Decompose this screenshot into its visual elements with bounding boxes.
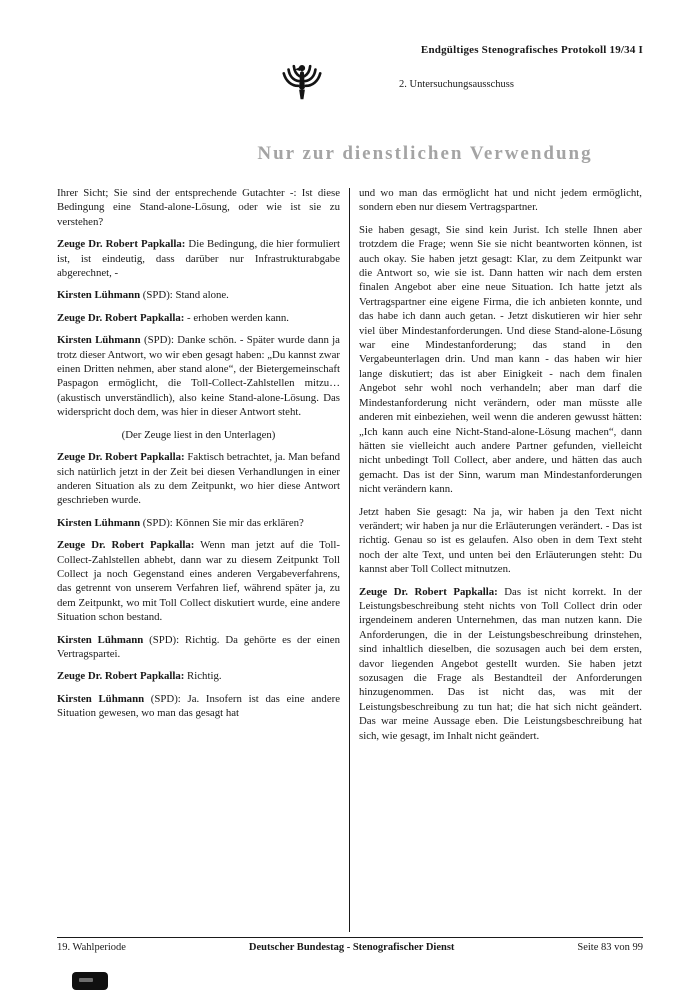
- speaker-name: Kirsten Lühmann: [57, 334, 141, 347]
- speech-text: Das ist nicht korrekt. In der Leistungsbeschreibung steht nichts von Toll Collect drin oder irgendeinem anderen Unternehmen, das man nutzen kann. Die Anforderungen, die in der Leistungsbeschreibung drinstehen, sind inhaltlich dieselben, die sozusagen auch bei dem ersten, davor liegenden Angebot gestellt wurden. Sie haben jetzt sozusagen die Frage als Bestandteil der Anforderungen hinzugenommen. Das ist nicht das, was mit der Leistungsbeschreibung zu tun hat; die hat sich nicht geändert. Das war meine Aussage eben. Die Leistungsbeschreibung hat sich, wie gesagt, im Inhalt nicht geändert.: [359, 585, 643, 742]
- transcript-paragraph: [57, 450, 340, 508]
- speaker-name: Kirsten Lühmann: [57, 692, 145, 705]
- transcript-paragraph: [359, 186, 642, 215]
- transcript-body: [57, 186, 643, 934]
- footer-rule: [57, 937, 643, 938]
- speaker-name: Kirsten Lühmann: [57, 289, 141, 302]
- transcript-paragraph: [57, 237, 340, 280]
- speech-text: (SPD): Ja. Insofern ist das eine andere Situation gewesen, wo man das gesagt hat: [57, 692, 341, 720]
- speech-text: Sie haben gesagt, Sie sind kein Jurist. Ich stelle Ihnen aber trotzdem die Frage; wenn Sie sie nicht beantworten können, ist auch okay. Sie haben jetzt gesagt: Klar, zu dem Zeitpunkt war die Antwort so, wie sie ist. Dann hatten wir nach dem ersten finalen Angebot aber eine neue Situation. Ich hatte jetzt als Vertragspartner eine eigene Firma, die ich anbieten konnte, und das habe ich dann auch getan. - Jetzt diskutieren wir hier sehr viel über Mindestanforderungen. Und diese Stand-alone-Lösung war eine Mindestanforderung; das stand in den Vergabeunterlagen drin. Und man kann - das haben wir hier lange diskutiert; das ist aber Einigkeit - nach dem finalen Angebot sehr wohl noch verhandeln; aber man darf die Mindestanforderung nicht verändern, oder man müsste alle anderen mit einbeziehen, weil wenn die anderen gewusst hätten: „Ich kann auch eine Nicht-Stand-alone-Lösung machen“, dann hätten sie vielleicht auch andere Partner gefunden, vielleicht nicht unbedingt Toll Collect, aber andere, und hätten das auch gemacht. Das ist der Sinn, warum man Mindestanforderungen nicht verändern kann.: [359, 223, 642, 496]
- speech-text: Faktisch betrachtet, ja. Man befand sich natürlich jetzt in der Zeit bei diesen Verhandlungen in einer anderen Situation als zu dem Zeitpunkt, wo hier diese Antwort geschrieben wurde.: [57, 451, 341, 507]
- left-column: [57, 186, 340, 934]
- transcript-paragraph: [57, 669, 340, 683]
- speech-text: - erhoben werden kann.: [184, 311, 289, 324]
- speech-text: (Der Zeuge liest in den Unterlagen): [121, 428, 276, 441]
- transcript-paragraph: [57, 186, 340, 229]
- speech-text: (SPD): Danke schön. - Später wurde dann ja trotz dieser Antwort, wo wir eben gesagt haben: „Du kannst zwar einen Dritten nehmen, aber stand alone“, der Bietergemeinschaft Paspagon ermöglicht, die Toll-Collect-Zahlstellen mitzu… (akustisch unverständlich), also keine Stand-alone-Lösung. Das widerspricht doch dem, was hier in dieser Antwort steht.: [57, 334, 340, 419]
- transcript-paragraph: [359, 223, 642, 497]
- footer-legislative-period: 19. Wahlperiode: [57, 942, 126, 953]
- speech-text: Richtig.: [184, 670, 222, 683]
- footer-publisher: Deutscher Bundestag - Stenografischer Dienst: [248, 942, 455, 953]
- transcript-paragraph: [57, 692, 340, 721]
- right-column: [359, 186, 642, 934]
- transcript-paragraph: [57, 633, 340, 662]
- transcript-paragraph: [57, 311, 340, 325]
- speaker-name: Kirsten Lühmann: [57, 516, 141, 529]
- transcript-paragraph: [57, 516, 340, 530]
- footer: [57, 942, 643, 953]
- transcript-paragraph: [57, 288, 340, 302]
- speech-text: Wenn man jetzt auf die Toll-Collect-Zahlstellen abhebt, dann war zu diesem Zeitpunkt Toll Collect ja noch Gegenstand eines anderen Vergabeverfahrens, das getrennt von unserem Verfahren lief, während später ja, zu dem Zeitpunkt, wo mit Toll Collect diskutiert wurde, eine andere Situation schon bestand.: [57, 539, 341, 624]
- speech-text: und wo man das ermöglicht hat und nicht jedem ermöglicht, sondern eben nur diesem Vertragspartner.: [359, 187, 642, 214]
- speech-text: Ihrer Sicht; Sie sind der entsprechende Gutachter -: Ist diese Bedingung eine Stand-alone-Lösung, oder wie ist sie zu verstehen?: [57, 187, 340, 228]
- protocol-title: Endgültiges Stenografisches Protokoll 19/34 I: [420, 44, 643, 56]
- usage-notice: Nur zur dienstlichen Verwendung: [257, 143, 593, 164]
- speech-text: (SPD): Stand alone.: [140, 289, 229, 302]
- committee-name: 2. Untersuchungsausschuss: [399, 79, 514, 90]
- speaker-name: Zeuge Dr. Robert Papkalla:: [57, 451, 185, 464]
- speaker-name: Zeuge Dr. Robert Papkalla:: [57, 311, 185, 324]
- speaker-name: Zeuge Dr. Robert Papkalla:: [57, 539, 195, 552]
- speaker-name: Kirsten Lühmann: [57, 633, 144, 646]
- bottom-overlay-artifact: [72, 972, 108, 990]
- transcript-paragraph: [359, 505, 642, 577]
- speaker-name: Zeuge Dr. Robert Papkalla:: [359, 585, 498, 598]
- bundestag-eagle-icon: [278, 58, 326, 106]
- speaker-name: Zeuge Dr. Robert Papkalla:: [57, 238, 186, 251]
- column-divider: [349, 188, 350, 932]
- footer-page-indicator: Seite 83 von 99: [577, 942, 643, 953]
- stage-direction: [57, 428, 340, 442]
- transcript-paragraph: [359, 585, 642, 743]
- speech-text: (SPD): Können Sie mir das erklären?: [140, 516, 304, 529]
- speaker-name: Zeuge Dr. Robert Papkalla:: [57, 670, 185, 683]
- transcript-paragraph: [57, 333, 340, 419]
- speech-text: (SPD): Richtig. Da gehörte es der einen Vertragspartei.: [57, 633, 340, 660]
- speech-text: Die Bedingung, die hier formuliert ist, ist eindeutig, dass darüber nur Infrastrukturabgabe abgerechnet, -: [57, 238, 341, 280]
- speech-text: Jetzt haben Sie gesagt: Na ja, wir haben ja den Text nicht verändert; wir haben ja nur die Erläuterungen verändert. - Das ist richtig. Genau so ist es gelaufen. Also oben in dem Text steht noch der alte Text, und unten bei den Erläuterungen steht: Du kannst aber Toll Collect mitnutzen.: [359, 505, 642, 576]
- transcript-paragraph: [57, 538, 340, 624]
